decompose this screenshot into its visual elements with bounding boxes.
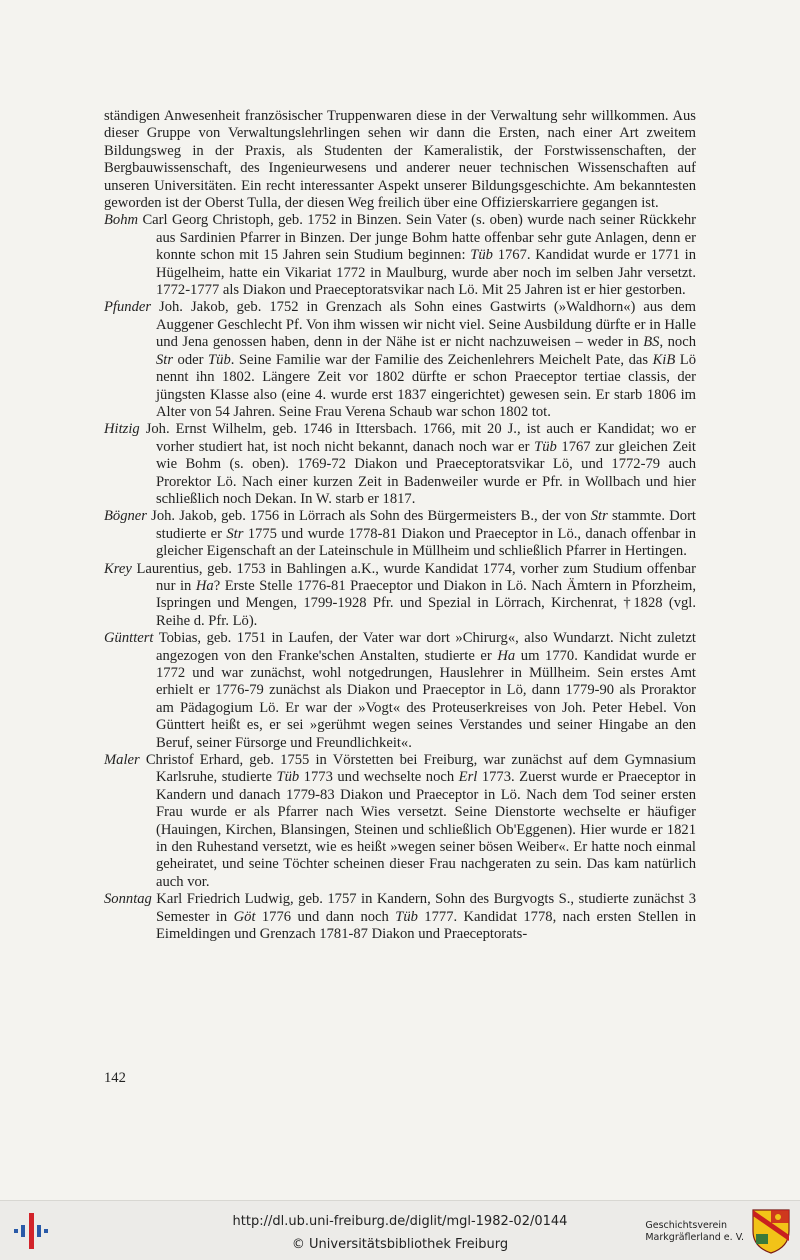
entry-text: 1773. Zuerst wurde er Praeceptor in Kandern und danach 1779-83 Diakon und Praeceptor in Lö. Nach dem Tod seiner ersten Frau wurde er als Pfarrer nach Wies versetzt. Seine Dienstorte wechselte er häufiger (Hauingen, Kirchen, Blansingen, Steinen und schließlich Ob'Eggenen). Hier wurde er 1821 in den Ruhestand versetzt, wie es heißt »wegen seiner bösen Weiber«. Er hatte noch einmal geheiratet, und seine Töchter scheinen dieser Frau nachgeraten zu sein. Das kam natürlich auch vor. <box>156 769 696 890</box>
footer-url-link[interactable]: http://dl.ub.uni-freiburg.de/diglit/mgl-1982-02/0144 <box>232 1214 568 1229</box>
footer-copyright: © Universitätsbibliothek Freiburg <box>291 1237 509 1252</box>
footer-bar <box>0 1200 800 1260</box>
entry-hitzig <box>104 421 696 508</box>
entry-abbrev: KiB <box>652 351 676 368</box>
entry-abbrev: Ha <box>195 577 214 594</box>
entry-name: Pfunder <box>104 299 152 316</box>
entry-abbrev: Tüb <box>208 351 231 368</box>
entry-text: um 1770. Kandidat wurde er 1772 und war zunächst, wohl notgedrungen, Hauslehrer in Müllheim. Sein erstes Amt erhielt er 1776-79 zunächst als Diakon und Praeceptor in Lö, dann 1779-90 als Proraktor am Pädagogium Lö. Er war der »Vogt« des Proteuserkreises von Joh. Peter Hebel. Von Günttert heißt es, er sei »gerühmt wegen seines Verstandes und seiner Hingabe an den Beruf, seiner Fürsorge und Freundlichkeit«. <box>156 647 697 751</box>
entry-text: Joh. Ernst Wilhelm, geb. 1746 in Ittersbach. 1766, mit 20 J., ist auch er Kandidat; wo er vorher studiert hat, ist noch nicht bekannt, danach noch war er <box>139 421 696 455</box>
entry-text: . Seine Familie war der Familie des Zeichenlehrers Meichelt Pate, das <box>230 351 653 368</box>
entry-abbrev: Tüb <box>470 247 493 264</box>
entry-maler <box>104 752 696 891</box>
entry-text: Tobias, geb. 1751 in Laufen, der Vater war dort »Chirurg«, also Wundarzt. Nicht zuletzt angezogen von den Franke'schen Anstalten, studierte er <box>153 630 696 664</box>
entry-bohm <box>104 212 696 299</box>
entry-sonntag <box>104 891 696 943</box>
entry-text: Karl Friedrich Ludwig, geb. 1757 in Kandern, Sohn des Burgvogts S., studierte zunächst 3 Semester in <box>151 891 696 925</box>
association-line-1: Geschichtsverein <box>645 1220 727 1231</box>
entry-text: Christof Erhard, geb. 1755 in Vörstetten bei Freiburg, war zunächst auf dem Gymnasium Karlsruhe, studierte <box>139 752 696 786</box>
entry-text: Joh. Jakob, geb. 1756 in Lörrach als Sohn des Bürgermeisters B., der von <box>146 508 591 525</box>
entry-text: , noch <box>659 334 697 351</box>
entry-text: stammte. Dort studierte er <box>156 508 696 542</box>
association-name <box>645 1220 744 1244</box>
entry-text: Carl Georg Christoph, geb. 1752 in Binzen. Sein Vater (s. oben) wurde nach seiner Rückkehr aus Sardinien Pfarrer in Binzen. Der junge Bohm hatte offenbar sehr gute Anlagen, denn er konnte schon mit 15 Jahren sein Studium beginnen: <box>138 212 696 264</box>
entry-name: Bögner <box>104 508 147 525</box>
association-line-2: Markgräflerland e. V. <box>645 1232 744 1243</box>
entry-text: 1777. Kandidat 1778, nach ersten Stellen in Eimeldingen und Grenzach 1781-87 Diakon und Praeceptorats- <box>156 908 696 943</box>
entry-krey <box>104 561 696 631</box>
entry-text: Joh. Jakob, geb. 1752 in Grenzach als Sohn eines Gastwirts (»Waldhorn«) aus dem Auggener Geschlecht Pf. Von ihm wissen wir nicht viel. Seine Ausbildung dürfte er in Halle und Jena genossen haben, denn in der Nähe ist er nicht nachzuweisen – weder in <box>151 299 696 351</box>
entry-text: Laurentius, geb. 1753 in Bahlingen a.K., wurde Kandidat 1774, vorher zum Studium offenbar nur in <box>131 560 696 594</box>
entry-abbrev: Göt <box>233 908 256 925</box>
entry-name: Bohm <box>104 212 139 229</box>
intro-paragraph: ständigen Anwesenheit französischer Truppenwaren diese in der Verwaltung sehr willkommen. Aus dieser Gruppe von Verwaltungslehrlingen sehen wir dann die Ersten, nach einer Art zweitem Bildungsweg in der Praxis, als Studenten der Kameralistik, der Forstwissenschaften, der Bergbauwissenschaft, des Ingenieurwesens und anderer neuer technischen Wissenschaften auf unseren Universitäten. Ein recht interessanter Aspekt unserer Bildungsgeschichte. Am bekanntesten geworden ist der Oberst Tulla, der diesen Weg freilich über eine Offizierskarriere gegangen ist. <box>104 108 696 212</box>
entry-text: ? Erste Stelle 1776-81 Praeceptor und Diakon in Lö. Nach Ämtern in Pforzheim, Ispringen und Mengen, 1799-1928 Pfr. und Spezial in Lörrach, Kirchenrat, †1828 (vgl. Reihe d. Pfr. Lö). <box>156 577 696 629</box>
entry-abbrev: Str <box>226 525 244 542</box>
entry-name: Maler <box>104 752 140 769</box>
entry-text: 1775 und wurde 1778-81 Diakon und Praeceptor in Lö., danach offenbar in gleicher Eigenschaft an der Lateinschule in Müllheim und schließlich Pfarrer in Hertingen. <box>156 525 696 560</box>
coat-of-arms-icon <box>750 1207 792 1255</box>
entry-name: Günttert <box>104 630 154 647</box>
entry-text: Lö nennt ihn 1802. Längere Zeit vor 1802 dürfte er schon Praeceptor tertiae classis, der jüngsten Klasse also (eine 4. wurde erst 1837 eingerichtet) gewesen sein. Er starb 1806 im Alter von 54 Jahren. Seine Frau Verena Schaub war schon 1802 tot. <box>156 351 697 420</box>
entry-günttert <box>104 630 696 752</box>
entry-name: Hitzig <box>104 421 140 438</box>
entry-abbrev: Tüb <box>276 769 300 786</box>
entry-name: Krey <box>104 560 132 577</box>
entry-abbrev: Str <box>590 508 608 525</box>
body-text <box>104 108 696 944</box>
entry-name: Sonntag <box>104 891 152 908</box>
entry-list <box>104 212 696 943</box>
entry-pfunder <box>104 299 696 421</box>
entry-abbrev: BS <box>643 334 660 351</box>
entry-abbrev: Tüb <box>395 908 418 925</box>
entry-text: oder <box>173 351 209 368</box>
entry-abbrev: Tüb <box>534 438 557 455</box>
entry-abbrev: Erl <box>458 769 478 786</box>
entry-bögner <box>104 508 696 560</box>
entry-text: 1767. Kandidat wurde er 1771 in Hügelheim, hatte ein Vikariat 1772 in Maulburg, wurde aber noch im selben Jahr versetzt. 1772-1777 als Diakon und Praeceptoratsvikar nach Lö. Mit 25 Jahren ist er hier gestorben. <box>156 247 696 299</box>
entry-text: 1767 zur gleichen Zeit wie Bohm (s. oben). 1769-72 Diakon und Praeceptoratsvikar Lö, und 1772-79 auch Prorektor Lö. Nach einer kurzen Zeit in Badenweiler wurde er Pfr. in Wollbach und hier schließlich noch Dekan. In W. starb er 1817. <box>156 438 696 507</box>
entry-abbrev: Ha <box>497 647 516 664</box>
entry-text: 1773 und wechselte noch <box>299 769 459 786</box>
entry-abbrev: Str <box>156 351 174 368</box>
entry-text: 1776 und dann noch <box>255 908 396 925</box>
page-number: 142 <box>104 1070 126 1086</box>
